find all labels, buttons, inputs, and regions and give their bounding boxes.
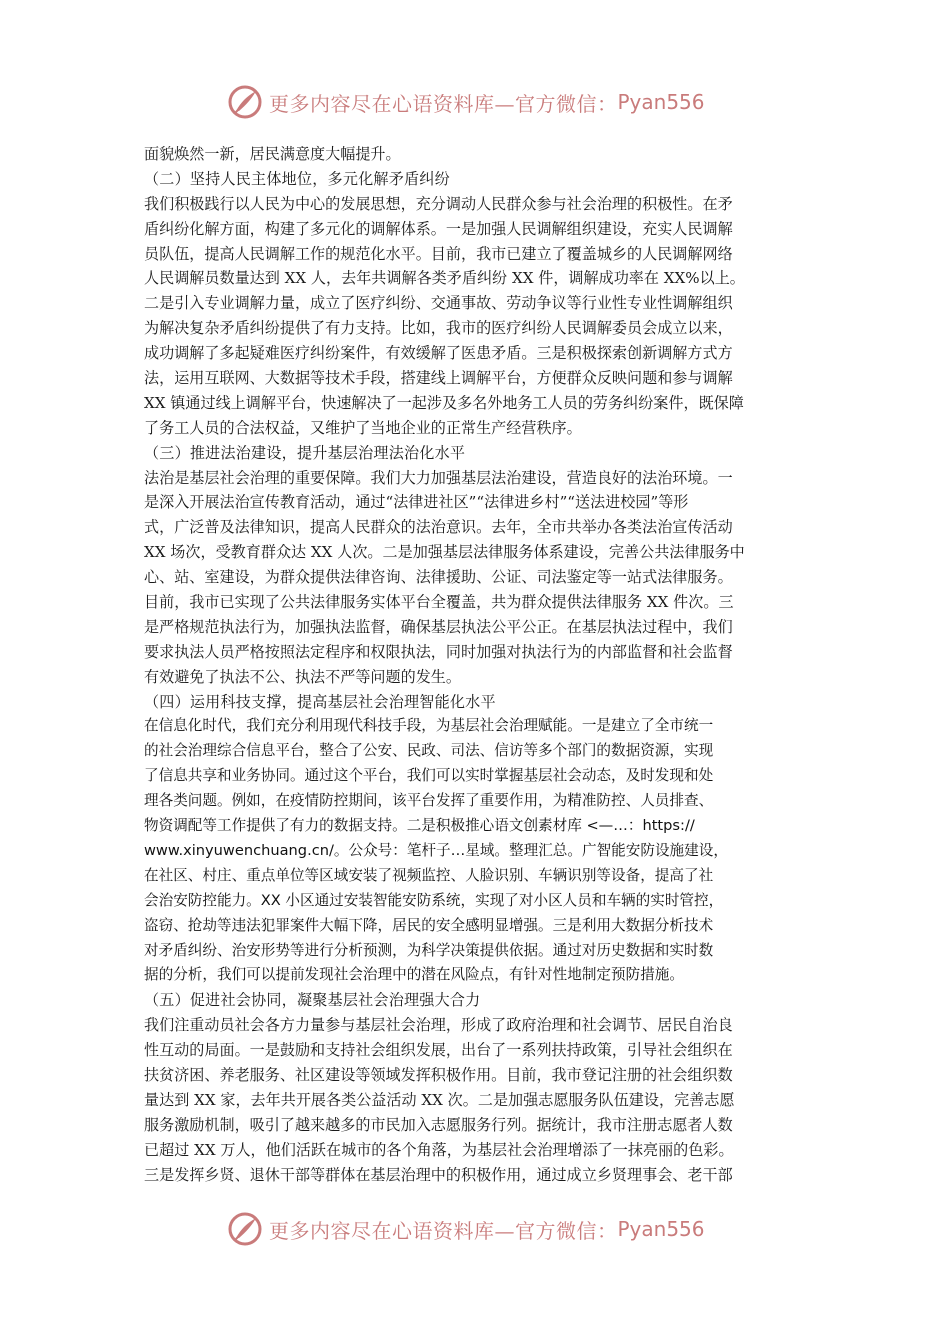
header-watermark-banner: [227, 82, 705, 122]
paragraph-line: 为解决复杂矛盾纠纷提供了有力支持。比如，我市的医疗纠纷人民调解委员会成立以来，: [144, 319, 733, 338]
paragraph-line: 性互动的局面。一是鼓励和支持社会组织发展，出台了一系列扶持政策，引导社会组织在: [144, 1041, 733, 1060]
feather-pen-seal-icon: [227, 1211, 263, 1247]
document-section: [144, 441, 814, 690]
paragraph-line: 在社区、村庄、重点单位等区域安装了视频监控、人脸识别、车辆识别等设备，提高了社: [144, 866, 714, 884]
paragraph-line: 理各类问题。例如，在疫情防控期间，该平台发挥了重要作用，为精准防控、人员排查、: [144, 792, 714, 810]
paragraph-line: 了务工人员的合法权益，又维护了当地企业的正常生产经营秩序。: [144, 418, 582, 437]
paragraph-line: 三是发挥乡贤、退休干部等群体在基层治理中的积极作用，通过成立乡贤理事会、老干部: [144, 1165, 733, 1184]
paragraph-line: 会治安防控能力。XX 小区通过安装智能安防系统，实现了对小区人员和车辆的实时管控，: [144, 891, 724, 909]
section-heading: （五）促进社会协同，凝聚基层社会治理强大合力: [144, 991, 481, 1010]
paragraph-line: 已超过 XX 万人，他们活跃在城市的各个角落，为基层社会治理增添了一抹亮丽的色彩。: [144, 1140, 734, 1159]
section-heading: （二）坚持人民主体地位，多元化解矛盾纠纷: [144, 169, 450, 188]
paragraph-line: XX 场次，受教育群众达 XX 人次。二是加强基层法律服务体系建设，完善公共法律服务中: [144, 543, 745, 562]
paragraph-line: 法治是基层社会治理的重要保障。我们大力加强基层法治建设，营造良好的法治环境。一: [144, 468, 733, 487]
paragraph-line: 面貌焕然一新，居民满意度大幅提升。: [144, 145, 401, 163]
paragraph-line: 二是引入专业调解力量，成立了医疗纠纷、交通事故、劳动争议等行业性专业性调解组织: [144, 294, 733, 313]
feather-pen-seal-icon: [227, 84, 263, 120]
section-heading: （三）推进法治建设，提升基层治理法治化水平: [144, 443, 466, 462]
paragraph-line: 我们积极践行以人民为中心的发展思想，充分调动人民群众参与社会治理的积极性。在矛: [144, 194, 733, 213]
document-section: [144, 988, 814, 1187]
paragraph-line: 盗窃、抢劫等违法犯罪案件大幅下降，居民的安全感明显增强。三是利用大数据分析技术: [144, 916, 714, 934]
paragraph-line: www.xinyuwenchuang.cn/。公众号：笔杆子…星域。整理汇总。广智能安防设施建设，: [144, 841, 728, 859]
paragraph-line: XX 镇通过线上调解平台，快速解决了一起涉及多名外地务工人员的劳务纠纷案件，既保障: [144, 393, 744, 412]
paragraph-line: 据的分析，我们可以提前发现社会治理中的潜在风险点，有针对性地制定预防措施。: [144, 966, 684, 984]
paragraph-line: 盾纠纷化解方面，构建了多元化的调解体系。一是加强人民调解组织建设，充实人民调解: [144, 219, 733, 238]
banner-wechat-id: Pyan556: [617, 90, 705, 114]
paragraph-line: 量达到 XX 家，去年共开展各类公益活动 XX 次。二是加强志愿服务队伍建设，完善志愿: [144, 1090, 735, 1109]
document-body: [144, 142, 814, 1187]
paragraph-line: 成功调解了多起疑难医疗纠纷案件，有效缓解了医患矛盾。三是积极探索创新调解方式方: [144, 344, 733, 363]
paragraph-line: 我们注重动员社会各方力量参与基层社会治理，形成了政府治理和社会调节、居民自治良: [144, 1016, 733, 1035]
banner-wechat-id: Pyan556: [617, 1217, 705, 1241]
section-heading: （四）运用科技支撑，提高基层社会治理智能化水平: [144, 692, 496, 711]
document-section: [144, 167, 814, 441]
document-section: [144, 142, 814, 167]
paragraph-line: 心、站、室建设，为群众提供法律咨询、法律援助、公证、司法鉴定等一站式法律服务。: [144, 568, 733, 587]
paragraph-line: 是严格规范执法行为，加强执法监督，确保基层执法公平公正。在基层执法过程中，我们: [144, 617, 733, 636]
paragraph-line: 服务激励机制，吸引了越来越多的市民加入志愿服务行列。据统计，我市注册志愿者人数: [144, 1115, 733, 1134]
paragraph-line: 了信息共享和业务协同。通过这个平台，我们可以实时掌握基层社会动态，及时发现和处: [144, 767, 714, 785]
paragraph-line: 有效避免了执法不公、执法不严等问题的发生。: [144, 667, 461, 686]
document-section: [144, 690, 814, 989]
paragraph-line: 法，运用互联网、大数据等技术手段，搭建线上调解平台，方便群众反映问题和参与调解: [144, 369, 733, 388]
paragraph-line: 的社会治理综合信息平台，整合了公安、民政、司法、信访等多个部门的数据资源，实现: [144, 742, 714, 760]
banner-text: 更多内容尽在心语资料库—官方微信：: [269, 1218, 618, 1243]
paragraph-line: 目前，我市已实现了公共法律服务实体平台全覆盖，共为群众提供法律服务 XX 件次。三: [144, 593, 734, 612]
paragraph-line: 在信息化时代，我们充分利用现代科技手段，为基层社会治理赋能。一是建立了全市统一: [144, 717, 714, 735]
paragraph-line: 员队伍，提高人民调解工作的规范化水平。目前，我市已建立了覆盖城乡的人民调解网络: [144, 244, 733, 263]
paragraph-line: 物资调配等工作提供了有力的数据支持。二是积极推心语文创素材库 <—…：https://: [144, 817, 695, 835]
paragraph-line: 式，广泛普及法律知识，提高人民群众的法治意识。去年，全市共举办各类法治宣传活动: [144, 518, 733, 537]
paragraph-line: 人民调解员数量达到 XX 人，去年共调解各类矛盾纠纷 XX 件，调解成功率在 XX%以上。: [144, 269, 745, 288]
banner-text: 更多内容尽在心语资料库—官方微信：: [269, 91, 618, 116]
paragraph-line: 扶贫济困、养老服务、社区建设等领域发挥积极作用。目前，我市登记注册的社会组织数: [144, 1065, 733, 1084]
paragraph-line: 要求执法人员严格按照法定程序和权限执法，同时加强对执法行为的内部监督和社会监督: [144, 642, 733, 661]
footer-watermark-banner: [227, 1209, 705, 1249]
paragraph-line: 对矛盾纠纷、治安形势等进行分析预测，为科学决策提供依据。通过对历史数据和实时数: [144, 941, 714, 959]
paragraph-line: 是深入开展法治宣传教育活动，通过“法律进社区”“法律进乡村”“送法进校园”等形: [144, 493, 689, 512]
